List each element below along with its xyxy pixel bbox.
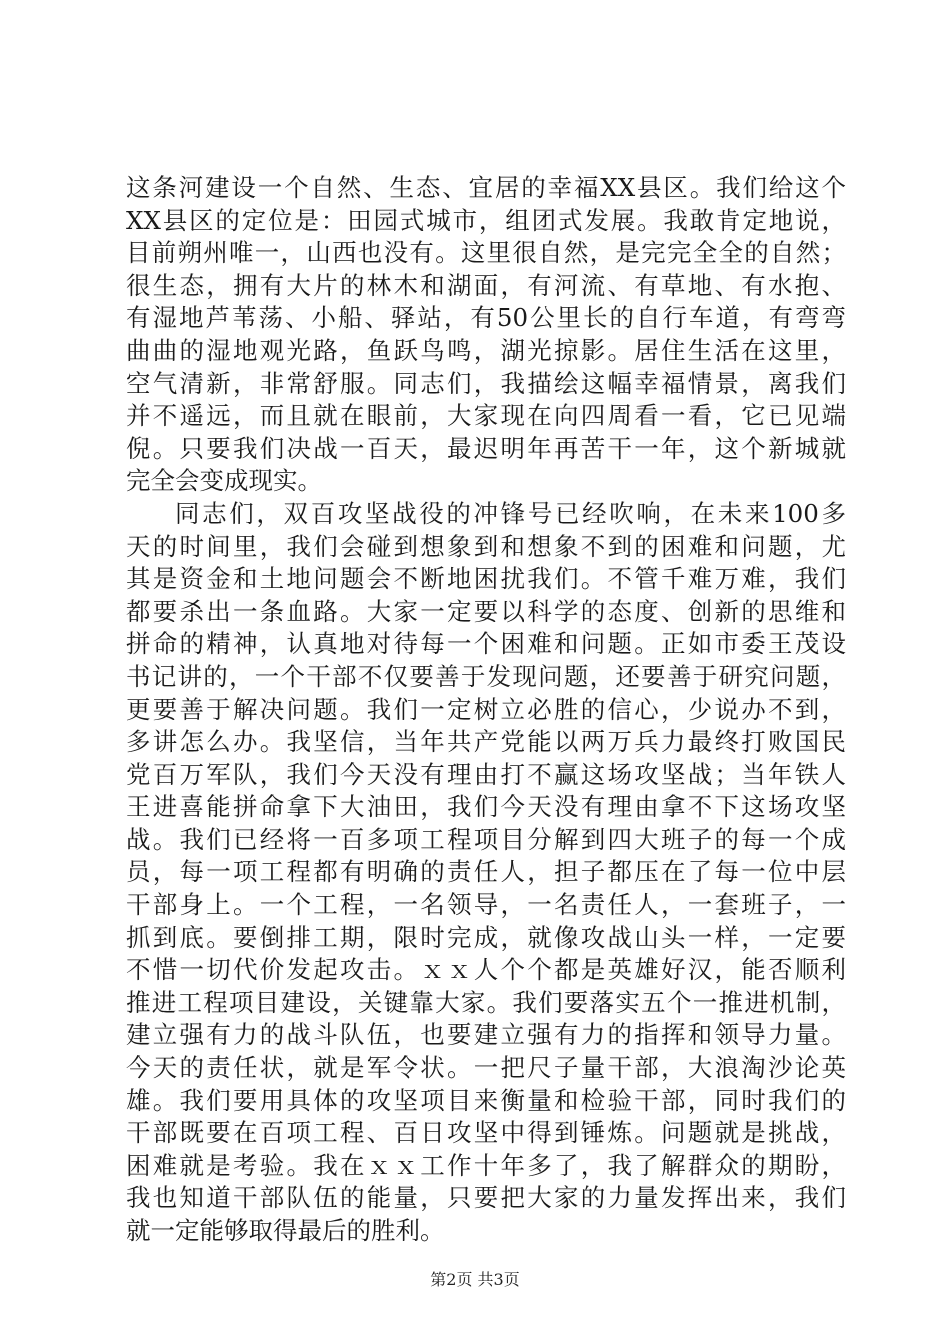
text-line: 其是资金和土地问题会不断地困扰我们。不管千难万难，我们 — [126, 564, 846, 594]
text-line: 王进喜能拼命拿下大油田，我们今天没有理由拿不下这场攻坚 — [126, 792, 846, 822]
text-line: 这条河建设一个自然、生态、宜居的幸福XX县区。我们给这个 — [126, 173, 846, 202]
text-line: 员，每一项工程都有明确的责任人，担子都压在了每一位中层 — [126, 857, 846, 887]
text-line: 我也知道干部队伍的能量，只要把大家的力量发挥出来，我们 — [126, 1183, 846, 1213]
text-line: XX县区的定位是：田园式城市，组团式发展。我敢肯定地说， — [126, 205, 846, 235]
body-text — [126, 172, 846, 1248]
text-line: 不惜一切代价发起攻击。ｘｘ人个个都是英雄好汉，能否顺利 — [126, 955, 846, 985]
text-line: 就一定能够取得最后的胜利。 — [126, 1216, 445, 1245]
text-line: 空气清新，非常舒服。同志们，我描绘这幅幸福情景，离我们 — [126, 368, 846, 398]
text-line: 同志们，双百攻坚战役的冲锋号已经吹响，在未来100多 — [175, 498, 846, 528]
text-line: 有湿地芦苇荡、小船、驿站，有50公里长的自行车道，有弯弯 — [126, 303, 846, 333]
paragraph — [126, 498, 846, 1248]
text-line: 倪。只要我们决战一百天，最迟明年再苦干一年，这个新城就 — [126, 433, 846, 463]
text-line: 抓到底。要倒排工期，限时完成，就像攻战山头一样，一定要 — [126, 922, 846, 952]
text-line: 建立强有力的战斗队伍，也要建立强有力的指挥和领导力量。 — [126, 1020, 846, 1050]
text-line: 推进工程项目建设，关键靠大家。我们要落实五个一推进机制， — [126, 987, 846, 1017]
text-line: 多讲怎么办。我坚信，当年共产党能以两万兵力最终打败国民 — [126, 727, 846, 757]
text-line: 天的时间里，我们会碰到想象到和想象不到的困难和问题，尤 — [126, 531, 846, 561]
paragraph — [126, 172, 846, 498]
text-line: 困难就是考验。我在ｘｘ工作十年多了，我了解群众的期盼， — [126, 1150, 846, 1180]
text-line: 干部既要在百项工程、百日攻坚中得到锤炼。问题就是挑战， — [126, 1118, 846, 1148]
text-line: 并不遥远，而且就在眼前，大家现在向四周看一看，它已见端 — [126, 401, 846, 431]
text-line: 完全会变成现实。 — [126, 466, 322, 496]
text-line: 拼命的精神，认真地对待每一个困难和问题。正如市委王茂设 — [126, 629, 846, 659]
text-line: 党百万军队，我们今天没有理由打不赢这场攻坚战；当年铁人 — [126, 759, 846, 789]
text-line: 都要杀出一条血路。大家一定要以科学的态度、创新的思维和 — [126, 596, 846, 626]
text-line: 今天的责任状，就是军令状。一把尺子量干部，大浪淘沙论英 — [126, 1053, 846, 1083]
text-line: 雄。我们要用具体的攻坚项目来衡量和检验干部，同时我们的 — [126, 1085, 846, 1115]
page-footer: 第2页 共3页 — [430, 1270, 520, 1289]
text-line: 更要善于解决问题。我们一定树立必胜的信心，少说办不到， — [126, 694, 846, 724]
text-line: 曲曲的湿地观光路，鱼跃鸟鸣，湖光掠影。居住生活在这里， — [126, 335, 846, 365]
text-line: 干部身上。一个工程，一名领导，一名责任人，一套班子，一 — [126, 890, 846, 920]
text-line: 目前朔州唯一，山西也没有。这里很自然，是完完全全的自然； — [126, 238, 846, 268]
text-line: 很生态，拥有大片的林木和湖面，有河流、有草地、有水抱、 — [126, 270, 846, 300]
text-line: 战。我们已经将一百多项工程项目分解到四大班子的每一个成 — [126, 824, 846, 854]
text-line: 书记讲的，一个干部不仅要善于发现问题，还要善于研究问题， — [126, 661, 846, 691]
